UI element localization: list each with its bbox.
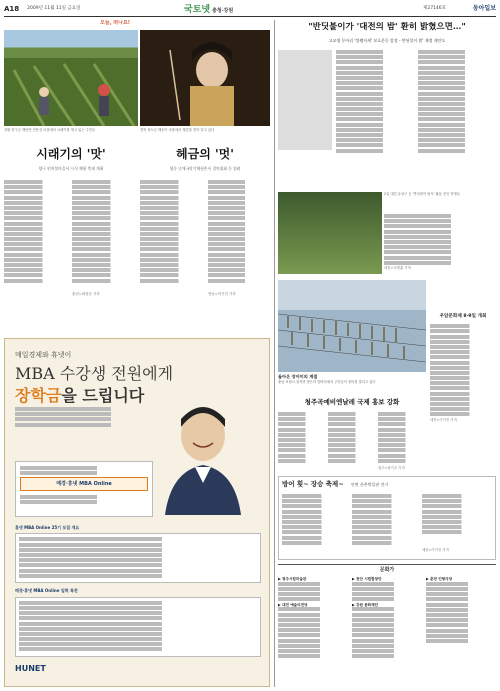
news-biennale-body — [278, 412, 426, 472]
body-column-4 — [208, 180, 270, 284]
section-region: 충청·강원 — [212, 8, 234, 14]
caption-right: 경북 청도군 해돋이 마을에서 햇감을 깎아 널고 있다 — [140, 128, 215, 132]
photo-box-caption-text: 충남 보령시 천북면 장은리 앞바다에서 주민들이 장어를 말리고 있다 — [278, 379, 376, 384]
ad-headline-1: MBA 수강생 전원에게 — [15, 364, 174, 383]
news-uam-title: 우암문화제 8·9일 개최 — [439, 314, 487, 319]
culture-item-1: ▶ 청주시립미술관 — [278, 577, 307, 581]
byline-left: 춘천=최창순 기자 — [72, 292, 100, 296]
ad-model-illustration — [151, 391, 255, 515]
ad-headline-2-tail: 을 드립니다 — [61, 386, 145, 405]
caption-firefly: 2일 대전 유성구 등 '반딧불이 탐사' 활동 중인 학생들 — [384, 192, 460, 196]
ad-highlight: 장학금 — [15, 386, 62, 405]
title-haegeum: 헤금의 '멋' — [176, 147, 234, 161]
ad-hunet-mba[interactable] — [4, 338, 270, 687]
left-top-body — [4, 180, 270, 330]
issue-number: 제27146호 — [422, 6, 446, 12]
events-subtitle: 안면 산촌박물관 전기 — [350, 482, 389, 487]
firefly-headshot — [278, 50, 332, 150]
ad-section-1-box — [15, 533, 261, 583]
culture-item-3: ▶ 천안 시립합창단 — [352, 577, 382, 581]
news-biennale-title: 청주곡예비엔날레 국제 홍보 강화 — [304, 398, 400, 406]
culture-item-2: ▶ 대전 예술의전당 — [278, 602, 308, 607]
siraegi-field-illustration — [4, 30, 138, 126]
ad-sections — [15, 525, 261, 657]
column-divider — [274, 20, 275, 687]
headline-firefly: "반딧불이가 '대전의 밤' 환히 밝혔으면…" — [308, 22, 466, 32]
caption-left: 강원 양구군 해안면 민통선 마을에서 시래기를 엮고 있는 주민들 — [4, 128, 96, 132]
body-column-1 — [4, 180, 68, 284]
haegeum-player-illustration — [140, 30, 270, 126]
ad-model-photo — [151, 391, 255, 515]
byline-firefly: 대전=지명훈 기자 — [384, 265, 411, 270]
photo-eel-drying — [278, 280, 426, 372]
ad-section-2-box — [15, 597, 261, 657]
firefly-body-2 — [384, 214, 496, 274]
byline-events: 예산=이기진 기자 — [422, 548, 449, 552]
ad-headline-2 — [15, 385, 144, 407]
byline-uam: 대전=이기진 기자 — [430, 417, 457, 422]
body-column-2 — [72, 180, 136, 284]
culture-item-5: ▶ 춘천 인형극장 — [426, 577, 453, 581]
events-title: 방어 횟~ 장승 축제~ — [282, 480, 344, 488]
page-header — [4, 3, 496, 17]
newspaper-logo: 동아일보 — [472, 5, 496, 13]
events-body — [282, 494, 492, 556]
body-column-3 — [140, 180, 204, 284]
page-number: A18 — [4, 4, 20, 13]
byline-right: 영동=이기진 기자 — [208, 292, 236, 296]
culture-title: 문화가 — [379, 567, 395, 573]
ad-kicker: 매일경제와 휴넷이 — [15, 351, 72, 359]
photo-box-title: 돌아온 장어미의 계절 — [278, 374, 318, 379]
photo-box-caption — [278, 374, 426, 394]
banner-text: 오늘, 떠나요! — [100, 20, 131, 26]
subtitle-haegeum: 영동 난계국악기체험촌서 경연대회 등 열려 — [169, 166, 241, 171]
events-header — [282, 480, 492, 490]
section-name: 국토넷 — [184, 5, 211, 15]
news-uam — [430, 280, 496, 430]
section-title — [184, 4, 233, 16]
ad-brand-logo[interactable]: HUNET — [15, 664, 46, 673]
photo-firefly-students — [278, 192, 382, 274]
byline-biennale: 청주=장기우 기자 — [378, 466, 405, 470]
ad-infobox — [15, 461, 153, 517]
subhead-firefly: 고교생 동아리 '깡쌤자세' 보호운동 앞장 - 반딧불이 밤' 제정 제안도 — [328, 38, 446, 43]
culture-item-4: ▶ 강원 문화재단 — [352, 602, 379, 607]
issue-date: 2009년 11월 11일 금요일 — [27, 6, 81, 12]
photo-haegeum — [140, 30, 270, 126]
title-siraegi: 시래기의 '맛' — [36, 147, 106, 161]
culture-listing — [278, 564, 496, 688]
eel-drying-illustration — [278, 280, 426, 372]
ad-section-1: 휴넷 MBA Online 25기 모집 개요 — [15, 525, 80, 530]
photo-siraegi — [4, 30, 138, 126]
ad-section-2: 매경·휴넷 MBA Online 입학 특전 — [15, 588, 78, 594]
firefly-body — [278, 50, 496, 190]
ad-offer: 매경·휴넷 MBA Online — [20, 477, 148, 491]
subtitle-siraegi: 양구 펀치볼마을서 시식·체험 축제 개최 — [38, 166, 104, 171]
banner — [4, 20, 270, 30]
